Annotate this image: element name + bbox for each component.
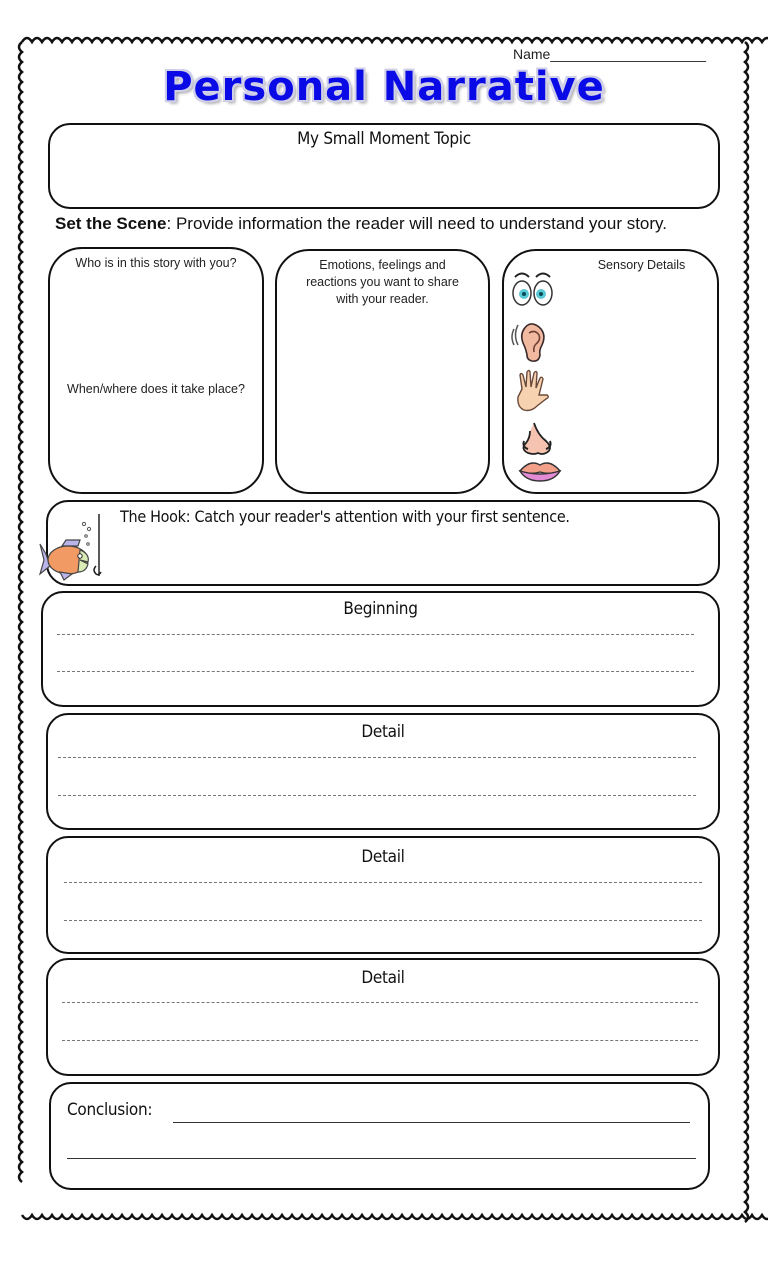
emotions-prompt: Emotions, feelings and reactions you want to share with your reader. — [306, 258, 459, 306]
set-the-scene-instructions — [55, 214, 667, 234]
writing-line[interactable] — [67, 1158, 696, 1159]
writing-line[interactable] — [64, 882, 702, 883]
writing-line[interactable] — [173, 1122, 690, 1123]
conclusion-label: Conclusion: — [67, 1100, 153, 1120]
hook-box[interactable] — [46, 500, 720, 586]
writing-line[interactable] — [58, 757, 696, 758]
writing-line[interactable] — [58, 795, 696, 796]
name-label: Name — [513, 46, 551, 62]
name-field[interactable] — [513, 46, 706, 62]
detail-box-1[interactable] — [46, 713, 720, 830]
sensory-details-label: Sensory Details — [597, 258, 686, 272]
detail-label: Detail — [361, 968, 405, 988]
name-blank[interactable]: ____________________ — [550, 46, 707, 62]
conclusion-box[interactable] — [49, 1082, 710, 1190]
who-prompt: Who is in this story with you? — [75, 256, 237, 270]
writing-line[interactable] — [64, 920, 702, 921]
fish-hook-icon — [38, 506, 114, 586]
when-where-prompt: When/where does it take place? — [67, 382, 245, 396]
detail-label: Detail — [361, 847, 405, 867]
ear-icon — [510, 319, 550, 363]
emotions-box[interactable] — [275, 249, 490, 494]
page-title: Personal Narrative — [163, 64, 605, 110]
set-the-scene-label: Set the Scene — [55, 214, 167, 233]
sensory-details-box[interactable] — [502, 249, 719, 494]
set-the-scene-text: : Provide information the reader will need to understand your story. — [166, 214, 668, 233]
mouth-icon — [518, 459, 562, 483]
topic-box[interactable] — [48, 123, 720, 209]
writing-line[interactable] — [57, 671, 694, 672]
hook-label: The Hook: Catch your reader's attention with your first sentence. — [120, 507, 570, 526]
topic-label: My Small Moment Topic — [297, 129, 471, 149]
detail-label: Detail — [361, 722, 405, 742]
eyes-icon — [511, 269, 555, 309]
detail-box-3[interactable] — [46, 958, 720, 1076]
nose-icon — [518, 421, 556, 457]
detail-box-2[interactable] — [46, 836, 720, 954]
writing-line[interactable] — [57, 634, 694, 635]
who-when-box[interactable] — [48, 247, 264, 494]
hand-icon — [514, 369, 554, 415]
writing-line[interactable] — [62, 1002, 698, 1003]
beginning-label: Beginning — [343, 599, 418, 619]
beginning-box[interactable] — [41, 591, 720, 707]
writing-line[interactable] — [62, 1040, 698, 1041]
